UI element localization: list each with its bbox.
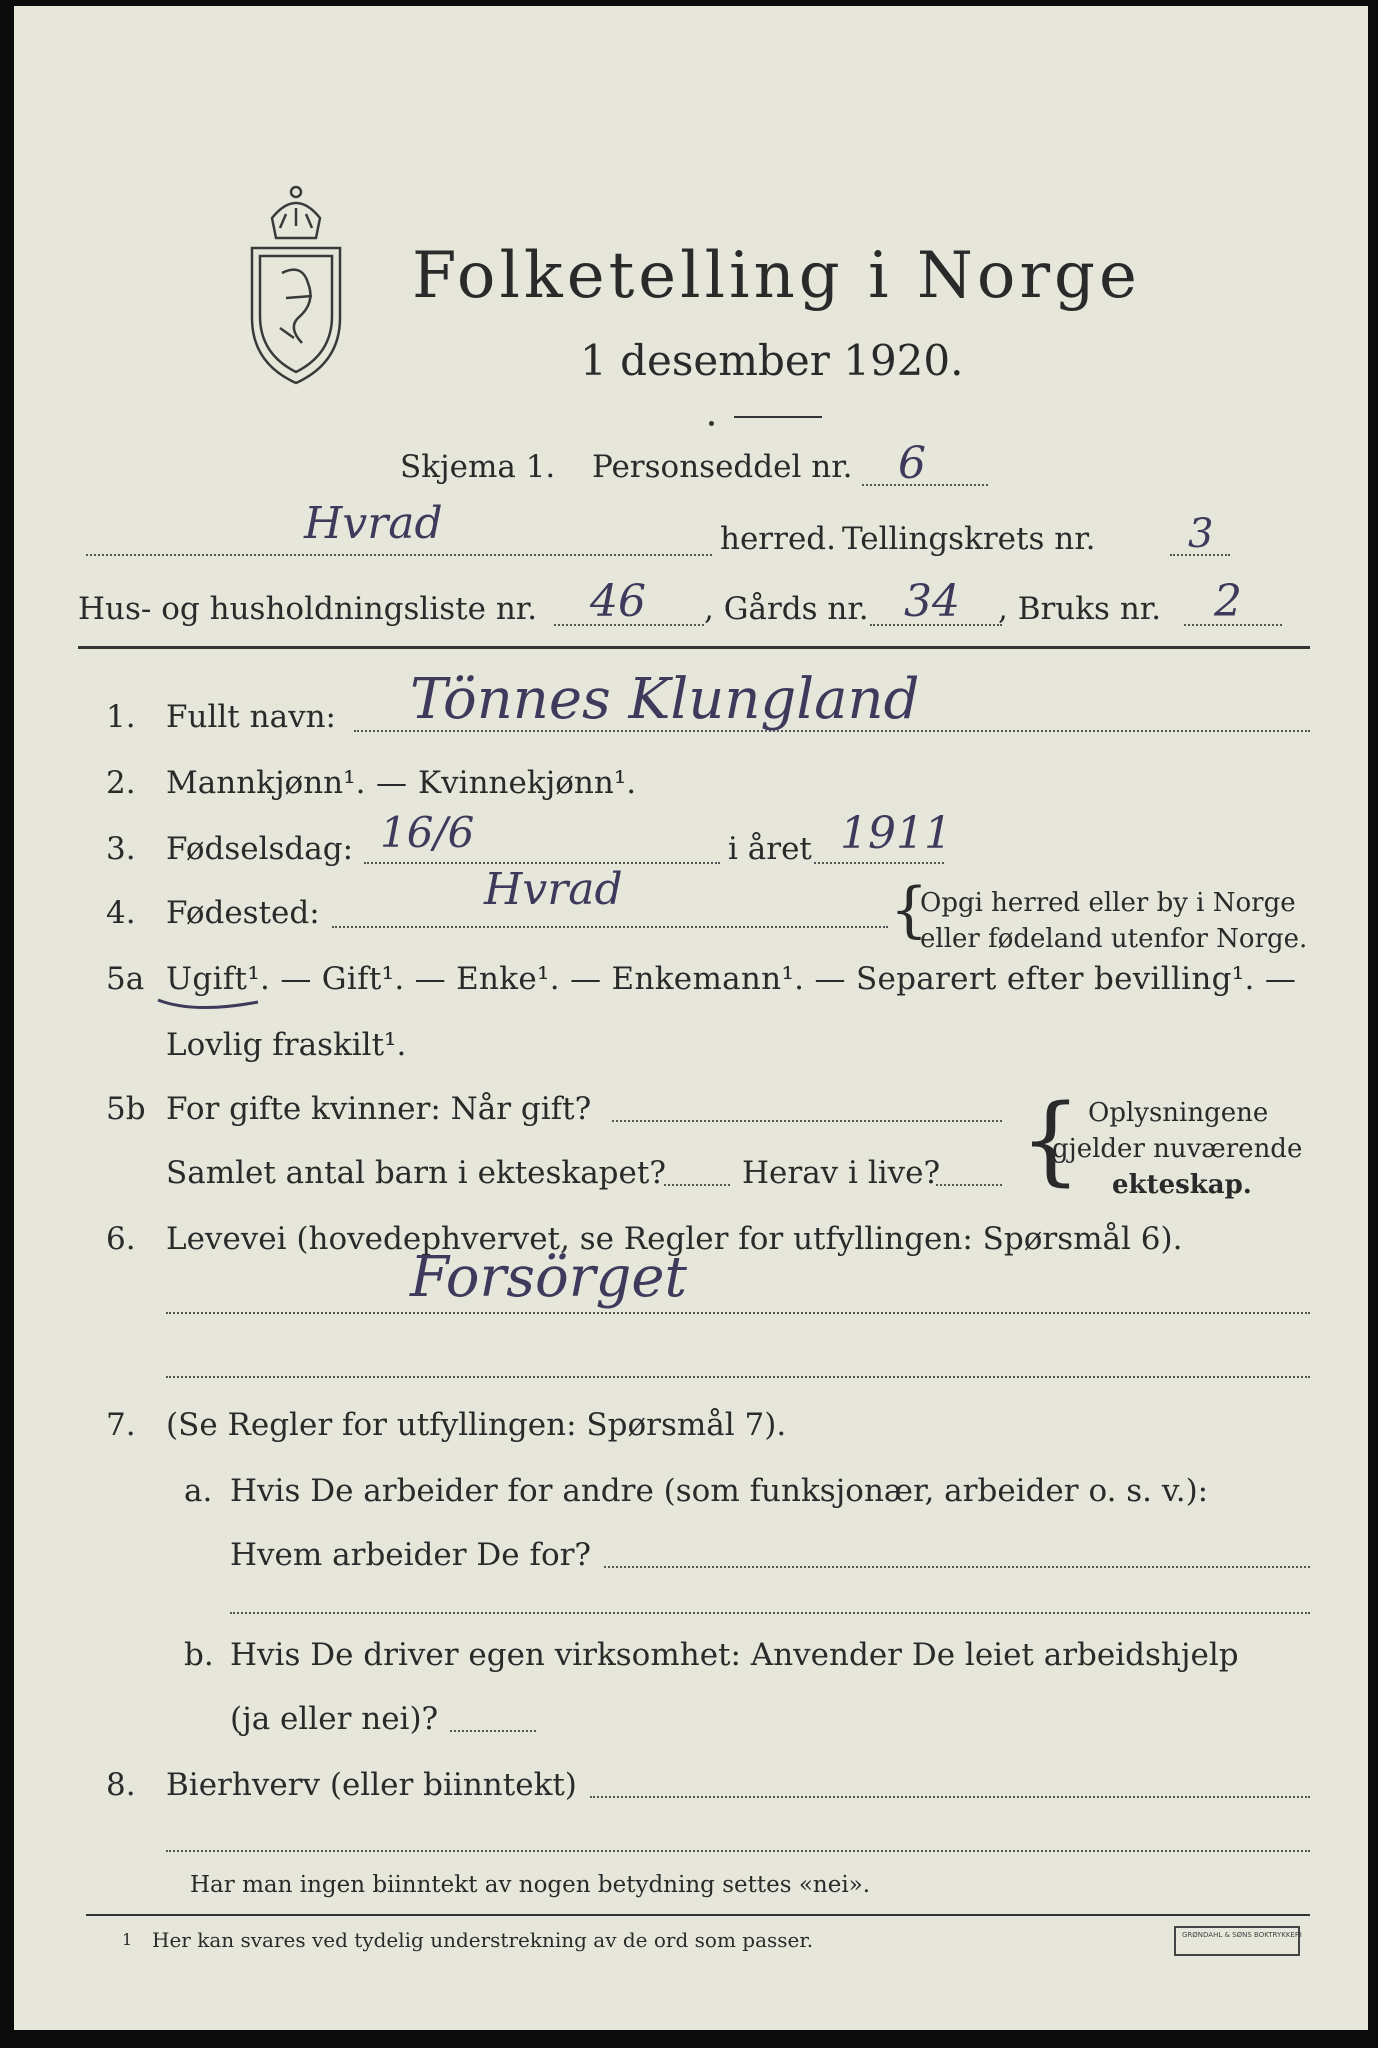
bruks-value: 2 [1214, 576, 1242, 627]
q4-number: 4. [106, 895, 136, 931]
q6-line-2 [166, 1376, 1310, 1378]
q7a-label-1: Hvis De arbeider for andre (som funksjonær, arbeider o. s. v.): [230, 1473, 1209, 1509]
q7a-line-2 [230, 1612, 1310, 1614]
q5b-line-1 [612, 1120, 1002, 1122]
q5a-line-2: Lovlig fraskilt¹. [166, 1027, 407, 1063]
q3-year-line [814, 862, 944, 864]
skjema-label: Skjema 1. [400, 449, 556, 485]
q6-label: Levevei (hovedерhvervet, se Regler for utfyllingen: Spørsmål 6). [166, 1221, 1183, 1257]
q1-number: 1. [106, 699, 136, 735]
q5a-options: Ugift¹. — Gift¹. — Enke¹. — Enkemann¹. — Separert efter bevilling¹. — [166, 961, 1297, 997]
header-divider [78, 646, 1310, 649]
q5b-number: 5b [106, 1091, 146, 1127]
q4-label: Fødested: [166, 895, 320, 931]
herred-label: herred. [720, 521, 836, 557]
footer-note: Har man ingen biinntekt av nogen betydning settes «nei». [190, 1872, 871, 1898]
printer-stamp-text: GRØNDAHL & SØNS BOKTRYKKERI [1182, 1931, 1302, 1939]
q5b-label-1: For gifte kvinner: Når gift? [166, 1091, 592, 1127]
title-dot [709, 421, 714, 426]
q3-label: Fødselsdag: [166, 831, 354, 867]
bruks-label: , Bruks nr. [998, 591, 1162, 627]
hus-label: Hus- og husholdningsliste nr. [78, 591, 538, 627]
footer-rule [86, 1914, 1310, 1916]
title-rule [734, 416, 822, 418]
herred-value: Hvrad [304, 498, 443, 549]
footnote-text: Her kan svares ved tydelig understrekning av de ord som passer. [152, 1928, 814, 1952]
q7a-label-2: Hvem arbeider De for? [230, 1537, 592, 1573]
q1-value: Tönnes Klungland [410, 667, 920, 732]
q2-separator: — [376, 765, 407, 801]
personseddel-label: Personseddel nr. [592, 449, 853, 485]
q7b-line [450, 1730, 536, 1732]
q1-label: Fullt navn: [166, 699, 336, 735]
q2-number: 2. [106, 765, 136, 801]
q7-label: (Se Regler for utfyllingen: Spørsmål 7). [166, 1407, 787, 1443]
q3-year-label: i året [728, 831, 812, 867]
census-date: 1 desember 1920. [580, 336, 964, 385]
q3-number: 3. [106, 831, 136, 867]
q5b-label-3: Herav i live? [742, 1155, 941, 1191]
q5b-brace: { [1020, 1084, 1082, 1196]
q7b-label-1: Hvis De driver egen virksomhet: Anvender De leiet arbeidshjelp [230, 1637, 1239, 1673]
q2-male: Mannkjønn¹. [166, 765, 366, 801]
personseddel-value: 6 [898, 438, 926, 489]
q3-value: 16/6 [380, 808, 475, 857]
q6-number: 6. [106, 1221, 136, 1257]
footnote-mark: 1 [122, 1930, 133, 1949]
q8-line-2 [166, 1850, 1310, 1852]
q7a-line-1 [604, 1566, 1310, 1568]
q3-year-value: 1911 [840, 808, 952, 859]
coat-of-arms-icon [242, 178, 350, 388]
census-form [14, 6, 1368, 2030]
q5b-note-1: Oplysningene [1088, 1098, 1269, 1128]
q5b-line-3 [936, 1184, 1002, 1186]
q7-number: 7. [106, 1407, 136, 1443]
q5a-number: 5a [106, 961, 145, 997]
q4-note-2: eller fødeland utenfor Norge. [920, 924, 1308, 954]
form-title: Folketelling i Norge [412, 239, 1141, 313]
printer-stamp [1174, 1926, 1300, 1956]
q5b-note-3: ekteskap. [1112, 1170, 1252, 1200]
q6-line-1 [166, 1312, 1310, 1314]
tellingskrets-value: 3 [1188, 511, 1214, 557]
q7b-letter: b. [184, 1637, 214, 1673]
gards-value: 34 [904, 576, 960, 627]
q8-label: Bierhverv (eller biinntekt) [166, 1767, 577, 1803]
q5b-note-2: gjelder nuværende [1052, 1134, 1303, 1164]
q8-number: 8. [106, 1767, 136, 1803]
q5b-line-2 [664, 1184, 730, 1186]
q8-line-1 [590, 1796, 1310, 1798]
q5b-label-2: Samlet antal barn i ekteskapet? [166, 1155, 666, 1191]
tellingskrets-label: Tellingskrets nr. [842, 521, 1096, 557]
q2-female: Kvinnekjønn¹. [418, 765, 637, 801]
hus-value: 46 [590, 576, 646, 627]
q4-note-1: Opgi herred eller by i Norge [920, 888, 1296, 918]
q4-value: Hvrad [484, 864, 623, 915]
q7a-letter: a. [184, 1473, 213, 1509]
gards-label: , Gårds nr. [704, 591, 869, 627]
q4-brace: { [890, 875, 929, 945]
q7b-label-2: (ja eller nei)? [230, 1701, 439, 1737]
q4-line [332, 926, 888, 928]
q6-value: Forsörget [410, 1245, 687, 1310]
herred-line [86, 554, 712, 556]
q5a-underline-mark [154, 990, 264, 1012]
